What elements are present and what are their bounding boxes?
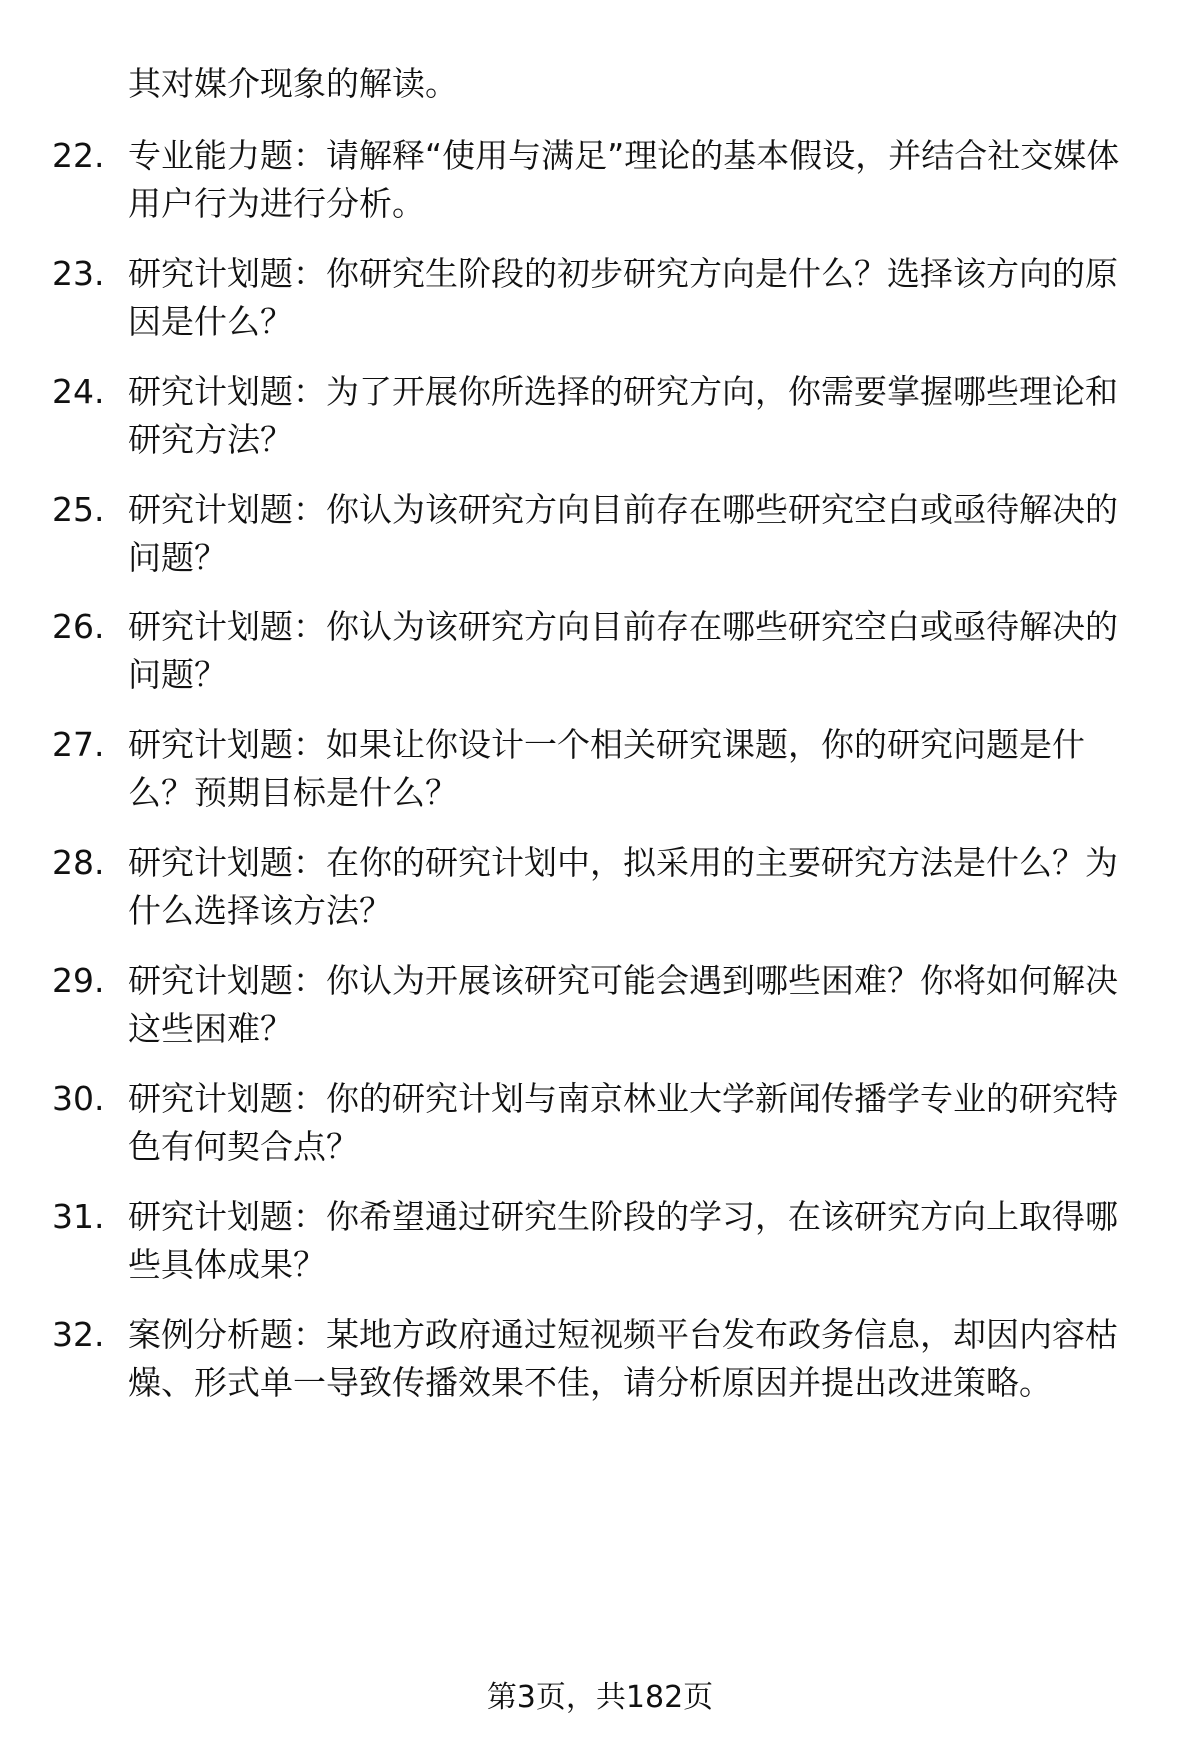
list-item — [52, 1193, 1142, 1289]
continuation-text: 其对媒介现象的解读。 — [128, 64, 458, 103]
list-item — [52, 603, 1142, 699]
list-item — [52, 957, 1142, 1053]
list-item — [52, 1075, 1142, 1171]
item-number: 32. — [52, 1315, 105, 1354]
item-text: 研究计划题：你的研究计划与南京林业大学新闻传播学专业的研究特色有何契合点？ — [128, 1079, 1118, 1166]
list-item — [52, 132, 1142, 228]
list-item — [52, 486, 1142, 582]
item-number: 24. — [52, 372, 105, 411]
list-item — [52, 839, 1142, 935]
item-number: 31. — [52, 1197, 105, 1236]
item-number: 23. — [52, 254, 105, 293]
item-text: 研究计划题：你认为该研究方向目前存在哪些研究空白或亟待解决的问题？ — [128, 490, 1118, 577]
item-number: 28. — [52, 843, 105, 882]
item-text: 研究计划题：为了开展你所选择的研究方向，你需要掌握哪些理论和研究方法？ — [128, 372, 1118, 459]
item-number: 25. — [52, 490, 105, 529]
list-item — [52, 721, 1142, 817]
item-number: 26. — [52, 607, 105, 646]
item-number: 22. — [52, 136, 105, 175]
item-text: 研究计划题：在你的研究计划中，拟采用的主要研究方法是什么？为什么选择该方法？ — [128, 843, 1118, 930]
item-text: 研究计划题：你希望通过研究生阶段的学习，在该研究方向上取得哪些具体成果？ — [128, 1197, 1118, 1284]
item-text: 研究计划题：你认为该研究方向目前存在哪些研究空白或亟待解决的问题？ — [128, 607, 1118, 694]
item-number: 29. — [52, 961, 105, 1000]
item-number: 30. — [52, 1079, 105, 1118]
page-number-footer: 第3页，共182页 — [486, 1680, 714, 1715]
item-text: 研究计划题：你研究生阶段的初步研究方向是什么？选择该方向的原因是什么？ — [128, 254, 1118, 341]
list-item — [52, 368, 1142, 464]
list-item — [52, 1311, 1142, 1407]
item-text: 案例分析题：某地方政府通过短视频平台发布政务信息，却因内容枯燥、形式单一导致传播效果不佳，请分析原因并提出改进策略。 — [128, 1315, 1118, 1402]
item-text: 研究计划题：你认为开展该研究可能会遇到哪些困难？你将如何解决这些困难？ — [128, 961, 1118, 1048]
item-number: 27. — [52, 725, 105, 764]
item-text: 专业能力题：请解释“使用与满足”理论的基本假设，并结合社交媒体用户行为进行分析。 — [128, 136, 1120, 223]
item-text: 研究计划题：如果让你设计一个相关研究课题，你的研究问题是什么？预期目标是什么？ — [128, 725, 1085, 812]
list-item — [52, 250, 1142, 346]
